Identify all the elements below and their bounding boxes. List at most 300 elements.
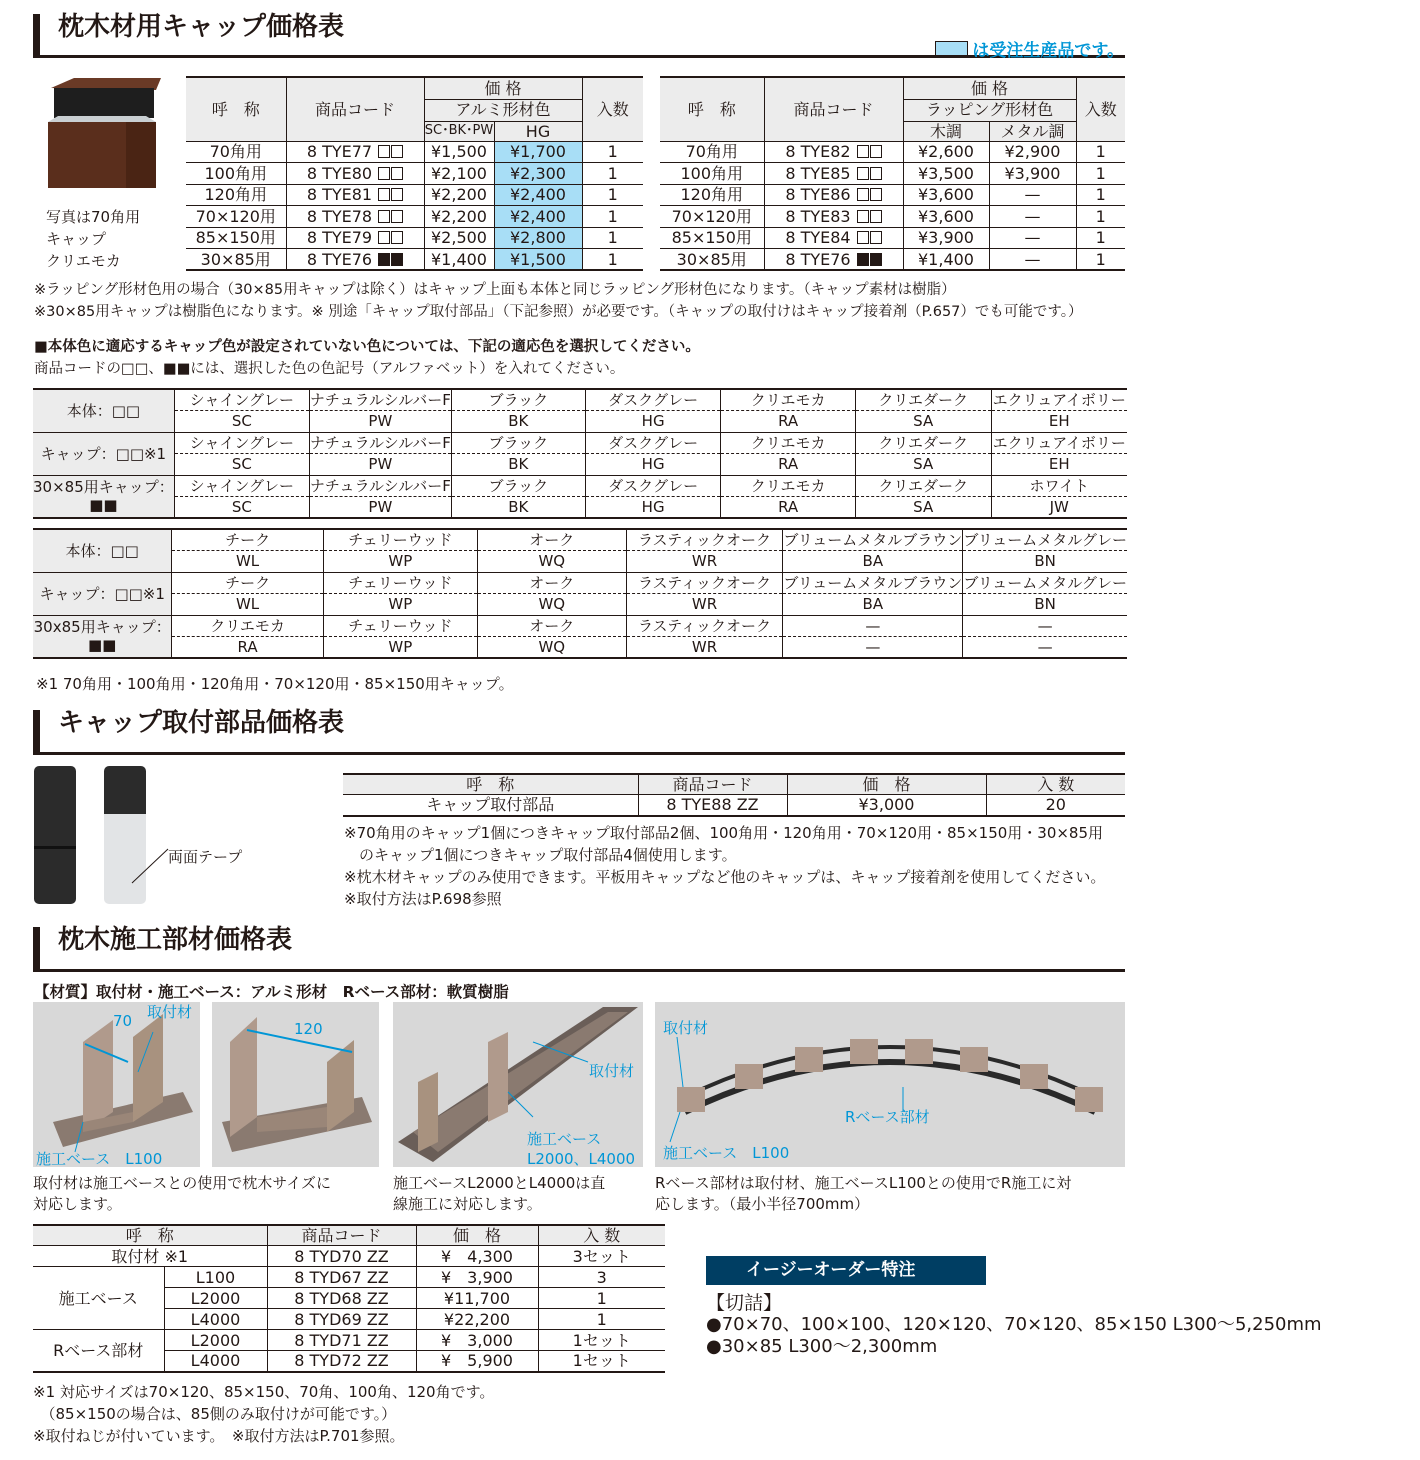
cell-price-b: ¥1,700 [494,141,582,163]
header-qty: 入数 [1076,77,1125,141]
color-name: ナチュラルシルバーF [309,391,451,409]
color-code: SC [174,411,309,433]
cell-name: 85×150用 [660,227,764,249]
table-row [660,184,1125,206]
cell-name: 120角用 [660,184,764,206]
callout-base: 施工ベース [527,1130,602,1148]
color-name: クリエダーク [855,389,991,411]
color-name: ブラック [451,432,585,454]
color-notice [34,336,700,380]
table-row [33,615,1127,637]
color-name: ブラック [451,389,585,411]
color-name: — [783,615,963,637]
table-row [33,411,1127,433]
color-code: WP [323,637,477,659]
header-price: 価 格 [424,77,582,99]
tape-leader-line [130,845,170,885]
color-name: チーク [172,572,323,594]
color-code: — [963,637,1127,659]
header-qty: 入 数 [538,1225,665,1246]
material-spec: 【材質】取付材・施工ベース：アルミ形材 Rベース部材：軟質樹脂 [34,983,509,1001]
cell-qty: 1セット [538,1351,665,1372]
color-name: ダスクグレー [585,432,721,454]
cell-sub: L4000 [164,1351,267,1372]
code-text: 8 TYE82 [785,142,851,162]
note-line: ※ラッピング形材色用の場合（30×85用キャップは除く）はキャップ上面も本体と同じラッピング形材色になります。（キャップ素材は樹脂） [34,282,956,298]
cell-name: 70×120用 [660,206,764,228]
table-row [660,249,1125,271]
r-base-photo [655,1002,1125,1167]
color-code: WQ [477,551,626,573]
cell-code [764,206,903,228]
color-code-box-filled [870,253,882,266]
cell-price-a: ¥2,200 [424,184,494,206]
table-row [186,141,643,163]
section-title-text: キャップ取付部品価格表 [58,708,345,738]
cell-price-b: — [989,249,1076,271]
attachment-notes [344,822,1105,910]
cell-code: 8 TYD67 ZZ [267,1267,416,1288]
tape-label: 両面テープ [168,848,243,866]
color-code: SA [855,454,991,476]
code-text: 8 TYE77 [306,142,373,162]
table-row [33,454,1127,476]
cell-price-b: ¥1,500 [494,249,582,271]
cell-name: 30×85用 [660,249,764,271]
color-code: SC [174,454,309,476]
color-name: オーク [477,572,626,594]
caption-line: 応します。（最小半径700mm） [655,1195,870,1213]
code-text: 8 TYE84 [785,228,851,248]
cell-price: ¥ 4,300 [416,1246,538,1267]
color-name: シャイングレー [174,432,309,454]
color-name: エクリュアイボリー [992,433,1126,452]
header-code: 商品コード [638,774,787,795]
cell-code [286,163,424,185]
header-name: 呼 称 [33,1225,267,1246]
callout-base-lengths: L2000、L4000 [527,1150,636,1168]
cell-price-b: ¥2,400 [494,184,582,206]
cell-qty: 1 [582,141,643,163]
caption-line: キャップ [46,230,107,248]
cell-price-b: ¥2,800 [494,227,582,249]
cut-spec-line: ●70×70、100×100、120×120、70×120、85×150 L300～5,250mm [706,1314,1322,1335]
color-name: — [963,615,1127,637]
cell-sub: L100 [164,1267,267,1288]
color-code: BK [451,411,585,433]
cell-code [764,249,903,271]
cell-code: 8 TYD69 ZZ [267,1309,416,1330]
row-label [33,615,172,658]
row-label-line: ■■ [89,496,118,515]
cell-price: ¥ 3,000 [416,1330,538,1351]
cell-price-b: — [989,227,1076,249]
color-code: BA [783,594,963,616]
color-code-table-2 [33,528,1127,659]
row-label: 本体：□□ [33,529,172,572]
row-label [33,475,174,518]
cell-group: Rベース部材 [33,1330,164,1372]
cell-code [764,141,903,163]
cell-code [286,141,424,163]
cell-qty: 1 [582,163,643,185]
color-code-box [378,167,390,180]
cell-code [286,249,424,271]
color-name: チェリーウッド [323,572,477,594]
table-row [33,1330,665,1351]
cell-sub: L4000 [164,1309,267,1330]
color-code: RA [721,497,855,519]
cap-product-photo [46,78,166,188]
caption-line: Rベース部材は取付材、施工ベースL100との使用でR施工に対 [655,1174,1072,1192]
color-name: ダスクグレー [585,475,721,497]
cell-price-b: — [989,206,1076,228]
caption-line: 対応します。 [33,1195,122,1213]
color-code: HG [585,497,721,519]
color-code: WP [323,594,477,616]
cell-price: ¥ 3,900 [416,1267,538,1288]
color-notice-text: 商品コードの□□、■■には、選択した色の色記号（アルファベット）を入れてください。 [34,361,625,377]
header-name: 呼 称 [186,77,286,141]
cell-price-b: ¥2,400 [494,206,582,228]
section-title-construction [33,927,1125,972]
caption-line: 施工ベースL2000とL4000は直 [393,1174,606,1192]
header-code: 商品コード [267,1225,416,1246]
table-row [33,551,1127,573]
color-code: WR [626,551,783,573]
table-row [33,475,1127,497]
cell-price-a: ¥3,500 [903,163,989,185]
color-code: WL [172,551,323,573]
cell-code [286,227,424,249]
color-name: ブリュームメタルグレー [963,531,1127,549]
header-price: 価 格 [903,77,1076,99]
color-code-box [870,188,882,201]
color-name: クリエモカ [721,432,855,454]
cell-qty: 1 [582,184,643,206]
caption-line: 線施工に対応します。 [393,1195,542,1213]
attachment-price-table [343,773,1125,817]
table-row [33,389,1127,411]
color-code: SC [174,497,309,519]
code-text: 8 TYE79 [306,228,373,248]
cell-price-a: ¥1,400 [424,249,494,271]
cell-price-a: ¥2,500 [424,227,494,249]
color-name: チーク [172,529,323,551]
color-code-box [391,167,403,180]
cell-price-a: ¥2,100 [424,163,494,185]
cut-spec-line: ●30×85 L300～2,300mm [706,1336,938,1357]
cell-qty: 1セット [538,1330,665,1351]
header-col-b: メタル調 [989,121,1076,141]
color-name: ブリュームメタルブラウン [783,531,963,549]
color-code: EH [991,454,1127,476]
table-row [33,1246,665,1267]
code-text: 8 TYE81 [306,185,373,205]
note-line: ※取付方法はP.698参照 [344,890,502,908]
made-to-order-swatch [935,41,968,56]
code-text: 8 TYE76 [785,249,851,269]
color-code: RA [721,411,855,433]
section-title-text: 枕木材用キャップ価格表 [58,12,345,42]
color-code: BK [451,454,585,476]
color-code: BN [963,594,1127,616]
color-code: WR [626,637,783,659]
header-col-a: 木調 [903,121,989,141]
cell-name: 70×120用 [186,206,286,228]
cell-qty: 1 [582,249,643,271]
table-row [660,163,1125,185]
color-code: WQ [477,637,626,659]
color-code-box [870,167,882,180]
color-name: ラスティックオーク [626,572,783,594]
dim-70-label: 70 [113,1012,133,1030]
cell-code: 8 TYD71 ZZ [267,1330,416,1351]
code-text: 8 TYE86 [785,185,851,205]
color-name: クリエモカ [172,615,323,637]
header-name: 呼 称 [343,774,638,795]
cell-price-b: ¥2,900 [989,141,1076,163]
table-row [33,432,1127,454]
header-qty: 入 数 [986,774,1125,795]
color-code: JW [991,497,1127,519]
row-label-line: 30×85用キャップ： [33,478,174,497]
made-to-order-legend [935,36,1124,61]
color-code: RA [172,637,323,659]
color-name: オーク [477,615,626,637]
cell-qty: 1 [1076,141,1125,163]
cell-price-a: ¥2,600 [903,141,989,163]
header-code: 商品コード [286,77,424,141]
color-name: シャイングレー [174,475,309,497]
section-title-attachment [33,710,1125,755]
color-name: オーク [477,529,626,551]
header-code: 商品コード [764,77,903,141]
row-label-line: 30x85用キャップ： [33,618,171,637]
cell-name: 100角用 [660,163,764,185]
color-code: — [783,637,963,659]
color-name: ラスティックオーク [626,529,783,551]
color-code-box [870,145,882,158]
mounting-70-photo [33,1002,200,1167]
color-name: クリエダーク [855,475,991,497]
color-name: チェリーウッド [323,615,477,637]
cell-qty: 1 [582,206,643,228]
color-code-box [378,210,390,223]
callout-r-base: Rベース部材 [845,1108,930,1126]
color-code: WR [626,594,783,616]
cell-name: 100角用 [186,163,286,185]
cell-code [286,184,424,206]
color-code-box [857,188,869,201]
color-name: クリエモカ [721,389,855,411]
cell-qty: 1 [1076,227,1125,249]
table-row [660,141,1125,163]
note-line: ※30×85用キャップは樹脂色になります。※ 別途「キャップ取付部品」（下記参照）が必要です。（キャップの取付けはキャップ接着剤（P.657）でも可能です。） [34,304,1083,320]
caption-mounting [33,1173,331,1215]
table-row [33,572,1127,594]
cell-price: ¥3,000 [787,795,986,816]
header-qty: 入数 [582,77,643,141]
cell-qty: 1 [1076,249,1125,271]
cell-name: 85×150用 [186,227,286,249]
caption-line: 写真は70角用 [46,208,141,226]
header-col-b: HG [494,121,582,141]
straight-base-photo [393,1002,643,1167]
table-row [33,529,1127,551]
cell-name: 取付材 ※1 [33,1246,267,1267]
cell-price-a: ¥2,200 [424,206,494,228]
color-code: PW [309,497,451,519]
cell-price-a: ¥1,400 [903,249,989,271]
cell-price-b: ¥3,900 [989,163,1076,185]
cell-price-a: ¥3,600 [903,206,989,228]
cell-qty: 3 [538,1267,665,1288]
color-code-box [870,210,882,223]
header-price-sub: ラッピング形材色 [903,99,1076,121]
header-name: 呼 称 [660,77,764,141]
cell-qty: 1 [1076,184,1125,206]
cell-name: 120角用 [186,184,286,206]
cell-group: 施工ベース [33,1267,164,1330]
color-code-box [378,231,390,244]
color-name: チェリーウッド [323,529,477,551]
color-code-box [391,210,403,223]
color-code: PW [309,411,451,433]
cell-code [286,206,424,228]
callout-mounting: 取付材 [147,1003,193,1021]
color-code: HG [585,411,721,433]
color-code-box [857,231,869,244]
cell-code: 8 TYD70 ZZ [267,1246,416,1267]
color-name: ブラック [451,475,585,497]
cell-qty: 1 [582,227,643,249]
cut-heading: 【切詰】 [706,1292,783,1314]
cell-name: 30×85用 [186,249,286,271]
note-line: のキャップ1個につきキャップ取付部品4個使用します。 [344,846,737,864]
dim-120-label: 120 [294,1020,323,1038]
color-name: ラスティックオーク [626,615,783,637]
code-text: 8 TYE83 [785,206,851,226]
color-code-box [391,231,403,244]
color-code-box [857,210,869,223]
color-code: PW [309,454,451,476]
color-name: ナチュラルシルバーF [309,433,451,452]
header-price: 価 格 [787,774,986,795]
note-line: ※1 対応サイズは70×120、85×150、70角、100角、120角です。 [33,1383,495,1401]
color-code-table-1 [33,388,1127,519]
color-name: クリエモカ [721,475,855,497]
table-row [343,795,1125,816]
color-code-box [391,145,403,158]
caption-straight [393,1173,605,1215]
easy-order-details [706,1292,1322,1358]
cell-qty: 1 [1076,206,1125,228]
row-label: 本体：□□ [33,389,174,432]
cell-qty: 20 [986,795,1125,816]
mounting-120-photo [212,1002,379,1167]
code-text: 8 TYE80 [306,163,373,183]
color-code: WL [172,594,323,616]
cell-name: 70角用 [186,141,286,163]
color-code-box-filled [857,253,869,266]
color-code-box [857,167,869,180]
color-code: BA [783,551,963,573]
caption-line: 取付材は施工ベースとの使用で枕木サイズに [33,1174,332,1192]
cell-qty: 1 [538,1309,665,1330]
cell-price: ¥ 5,900 [416,1351,538,1372]
cell-code [764,163,903,185]
color-code: HG [585,454,721,476]
table-row [660,227,1125,249]
cell-price: ¥11,700 [416,1288,538,1309]
header-price: 価 格 [416,1225,538,1246]
caption-line: クリエモカ [46,252,121,270]
color-footnote: ※1 70角用・100角用・120角用・70×120用・85×150用キャップ。 [36,675,514,693]
cell-price: ¥22,200 [416,1309,538,1330]
cell-sub: L2000 [164,1288,267,1309]
row-label: キャップ：□□※1 [33,572,172,615]
cell-code: 8 TYD72 ZZ [267,1351,416,1372]
table-row [33,637,1127,659]
color-name: ナチュラルシルバーF [309,476,451,495]
cell-code: 8 TYD68 ZZ [267,1288,416,1309]
note-line: ※取付ねじが付いています。 ※取付方法はP.701参照。 [33,1427,405,1445]
cell-code: 8 TYE88 ZZ [638,795,787,816]
cell-name: 70角用 [660,141,764,163]
section-title-text: 枕木施工部材価格表 [58,925,293,955]
wrapping-cap-price-table [660,76,1125,271]
color-code-box [378,145,390,158]
header-price-sub: アルミ形材色 [424,99,582,121]
color-code: BK [451,497,585,519]
cell-price-a: ¥3,900 [903,227,989,249]
attachment-part-photo [34,766,76,904]
cell-code [764,184,903,206]
note-line: （85×150の場合は、85側のみ取付けが可能です。） [33,1405,397,1423]
caption-r-base [655,1173,1071,1215]
code-text: 8 TYE76 [306,249,373,269]
construction-price-table [33,1224,665,1373]
table-row [186,227,643,249]
callout-mounting: 取付材 [589,1062,635,1080]
cap-notes [34,279,1083,323]
color-code-box-filled [378,253,390,266]
callout-mounting: 取付材 [663,1019,709,1037]
cell-qty: 1 [1076,163,1125,185]
color-name: ブリュームメタルブラウン [783,573,963,592]
note-line: ※70角用のキャップ1個につきキャップ取付部品2個、100角用・120角用・70×120用・85×150用・30×85用 [344,824,1104,842]
color-name: ダスクグレー [585,389,721,411]
color-notice-bold: ■本体色に適応するキャップ色が設定されていない色については、下記の適応色を選択してください。 [34,339,700,355]
cell-qty: 3セット [538,1246,665,1267]
header-col-a: SC･BK･PW [424,121,494,141]
color-code-box [857,145,869,158]
color-code-box-filled [391,253,403,266]
cell-price-b: — [989,184,1076,206]
color-name: エクリュアイボリー [992,391,1126,409]
cell-price-b: ¥2,300 [494,163,582,185]
easy-order-badge: イージーオーダー特注 [706,1256,986,1285]
callout-base-l100: 施工ベース L100 [663,1144,790,1162]
table-row [186,206,643,228]
color-code: BN [963,551,1127,573]
color-name: シャイングレー [174,389,309,411]
color-code-box [870,231,882,244]
color-code: EH [991,411,1127,433]
cell-sub: L2000 [164,1330,267,1351]
table-row [660,206,1125,228]
